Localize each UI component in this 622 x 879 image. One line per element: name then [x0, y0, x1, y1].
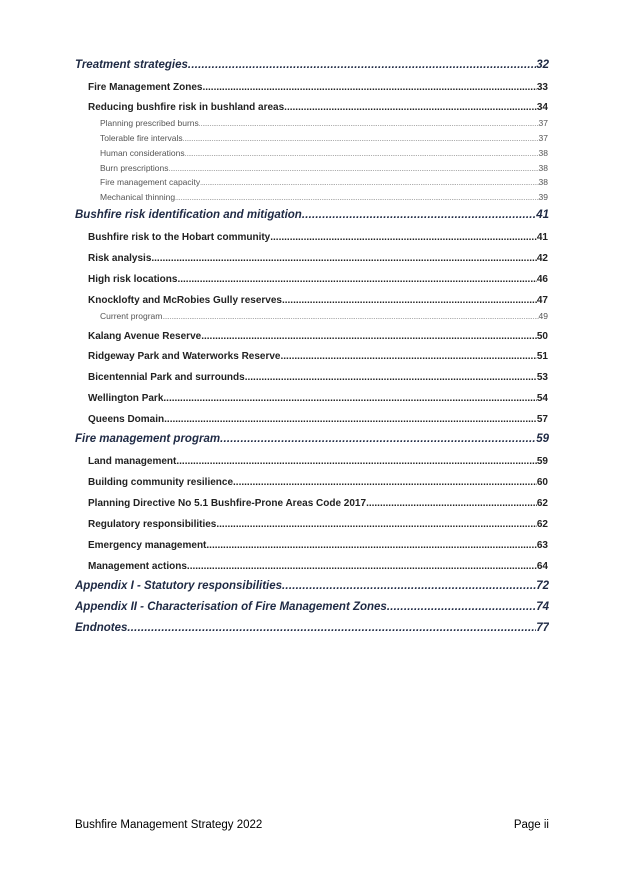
toc-entry-label: Building community resilience [88, 477, 234, 488]
toc-entry-label: Emergency management [88, 540, 207, 551]
toc-page-number: 50 [536, 331, 548, 342]
toc-page-number: 42 [536, 253, 548, 264]
toc-entry-reducing-bushfire-risk[interactable] [88, 102, 548, 113]
toc-entry-label: Mechanical thinning [100, 192, 176, 202]
toc-page-number: 49 [538, 311, 548, 321]
toc-entry-regulatory-responsibilities[interactable] [88, 519, 548, 530]
toc-entry-label: Risk analysis [88, 253, 152, 264]
toc-dot-leader [188, 59, 536, 71]
toc-entry-label: Burn prescriptions [100, 163, 169, 173]
toc-entry-tolerable-fire-intervals[interactable] [100, 133, 548, 143]
toc-page-number: 63 [536, 540, 548, 551]
toc-entry-label: Fire management capacity [100, 177, 201, 187]
toc-entry-building-community-resilience[interactable] [88, 477, 548, 488]
toc-entry-label: Planning Directive No 5.1 Bushfire-Prone Areas Code 2017 [88, 498, 367, 509]
toc-entry-high-risk-locations[interactable] [88, 274, 548, 285]
toc-entry-appendix-i[interactable] [75, 580, 549, 592]
toc-page-number: 32 [536, 59, 549, 71]
toc-entry-label: High risk locations [88, 274, 178, 285]
toc-entry-mechanical-thinning[interactable] [100, 192, 548, 202]
toc-dot-leader [282, 295, 537, 306]
toc-page-number: 41 [536, 209, 549, 221]
toc-dot-leader [185, 151, 539, 158]
toc-entry-label: Treatment strategies [75, 59, 188, 71]
toc-page-number: 37 [538, 118, 548, 128]
toc-entry-label: Planning prescribed burns [100, 118, 199, 128]
toc-entry-label: Endnotes [75, 622, 128, 634]
toc-entry-label: Regulatory responsibilities [88, 519, 217, 530]
toc-page-number: 59 [536, 433, 549, 445]
toc-dot-leader [176, 456, 537, 467]
toc-page-number: 38 [538, 177, 548, 187]
toc-dot-leader [245, 372, 537, 383]
toc-dot-leader [127, 622, 536, 634]
toc-page-number: 64 [536, 561, 548, 572]
toc-dot-leader [200, 180, 538, 187]
toc-dot-leader [284, 102, 537, 113]
toc-entry-label: Queens Domain [88, 414, 165, 425]
toc-entry-label: Fire management program [75, 433, 221, 445]
toc-page-number: 62 [536, 519, 548, 530]
toc-entry-queens-domain[interactable] [88, 414, 548, 425]
toc-entry-endnotes[interactable] [75, 622, 549, 634]
toc-entry-burn-prescriptions[interactable] [100, 163, 548, 173]
toc-dot-leader [206, 540, 536, 551]
toc-dot-leader [199, 121, 539, 128]
toc-page-number: 34 [536, 102, 548, 113]
toc-dot-leader [366, 498, 537, 509]
toc-entry-planning-prescribed-burns[interactable] [100, 118, 548, 128]
toc-page-number: 38 [538, 163, 548, 173]
toc-page-number: 72 [536, 580, 549, 592]
toc-entry-fire-management-capacity[interactable] [100, 177, 548, 187]
toc-entry-label: Management actions [88, 561, 187, 572]
toc-entry-label: Reducing bushfire risk in bushland areas [88, 102, 285, 113]
toc-entry-fire-management-zones[interactable] [88, 82, 548, 93]
toc-page-number: 54 [536, 393, 548, 404]
toc-dot-leader [177, 274, 536, 285]
toc-page-number: 51 [536, 351, 548, 362]
toc-page-number: 62 [536, 498, 548, 509]
toc-dot-leader [220, 433, 536, 445]
toc-entry-fire-management-program[interactable] [75, 433, 549, 445]
toc-entry-risk-analysis[interactable] [88, 253, 548, 264]
toc-entry-label: Knocklofty and McRobies Gully reserves [88, 295, 282, 306]
toc-page-number: 46 [536, 274, 548, 285]
toc-dot-leader [302, 209, 536, 221]
toc-dot-leader [282, 580, 536, 592]
toc-dot-leader [270, 232, 537, 243]
toc-page-number: 59 [536, 456, 548, 467]
toc-dot-leader [216, 519, 537, 530]
toc-page-number: 53 [536, 372, 548, 383]
toc-entry-label: Fire Management Zones [88, 82, 203, 93]
toc-dot-leader [201, 331, 537, 342]
toc-entry-label: Ridgeway Park and Waterworks Reserve [88, 351, 281, 362]
toc-page-number: 38 [538, 148, 548, 158]
toc-dot-leader [151, 253, 537, 264]
toc-entry-land-management[interactable] [88, 456, 548, 467]
toc-entry-label: Appendix II - Characterisation of Fire Management Zones [75, 601, 387, 613]
toc-dot-leader [175, 195, 538, 202]
toc-entry-human-considerations[interactable] [100, 148, 548, 158]
toc-entry-knocklofty-mcrobies[interactable] [88, 295, 548, 306]
toc-entry-bicentennial-park[interactable] [88, 372, 548, 383]
toc-entry-wellington-park[interactable] [88, 393, 548, 404]
footer-page-number: Page ii [513, 819, 549, 831]
toc-page-number: 37 [538, 133, 548, 143]
toc-entry-management-actions[interactable] [88, 561, 548, 572]
toc-entry-appendix-ii[interactable] [75, 601, 549, 613]
toc-dot-leader [183, 136, 539, 143]
toc-entry-label: Human considerations [100, 148, 185, 158]
toc-entry-planning-directive[interactable] [88, 498, 548, 509]
toc-dot-leader [169, 166, 539, 173]
toc-entry-ridgeway-park[interactable] [88, 351, 548, 362]
toc-dot-leader [387, 601, 536, 613]
toc-dot-leader [163, 393, 536, 404]
toc-entry-kalang-avenue[interactable] [88, 331, 548, 342]
toc-entry-label: Tolerable fire intervals [100, 133, 183, 143]
toc-entry-treatment-strategies[interactable] [75, 59, 549, 71]
toc-dot-leader [233, 477, 537, 488]
toc-entry-emergency-management[interactable] [88, 540, 548, 551]
toc-page-number: 39 [538, 192, 548, 202]
toc-dot-leader [162, 314, 538, 321]
toc-entry-label: Land management [88, 456, 177, 467]
toc-entry-current-program[interactable] [100, 311, 548, 321]
toc-entry-bushfire-risk-identification[interactable] [75, 209, 549, 221]
toc-page-number: 33 [536, 82, 548, 93]
toc-entry-bushfire-risk-hobart[interactable] [88, 232, 548, 243]
toc-dot-leader [281, 351, 537, 362]
toc-entry-label: Bushfire risk identification and mitigation [75, 209, 302, 221]
toc-entry-label: Bushfire risk to the Hobart community [88, 232, 271, 243]
toc-dot-leader [164, 414, 537, 425]
toc-page-number: 57 [536, 414, 548, 425]
footer-document-title: Bushfire Management Strategy 2022 [75, 819, 263, 831]
toc-page-number: 77 [536, 622, 549, 634]
toc-entry-label: Current program [100, 311, 163, 321]
toc-entry-label: Bicentennial Park and surrounds [88, 372, 245, 383]
toc-page-number: 74 [536, 601, 549, 613]
toc-page-number: 60 [536, 477, 548, 488]
toc-dot-leader [202, 82, 536, 93]
toc-entry-label: Appendix I - Statutory responsibilities [75, 580, 283, 592]
toc-page-number: 41 [536, 232, 548, 243]
toc-dot-leader [187, 561, 537, 572]
toc-entry-label: Kalang Avenue Reserve [88, 331, 202, 342]
toc-entry-label: Wellington Park [88, 393, 164, 404]
toc-page-number: 47 [536, 295, 548, 306]
